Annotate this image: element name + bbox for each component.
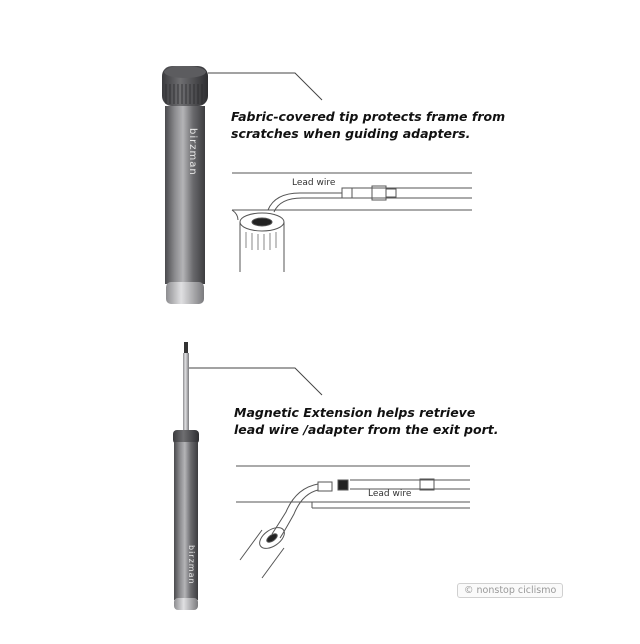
callout-line-bottom — [189, 368, 322, 395]
watermark: © nonstop ciclismo — [457, 583, 563, 598]
caption-bottom-line-2: lead wire /adapter from the exit port. — [234, 422, 499, 437]
top-tool — [162, 66, 208, 304]
caption-top-line-1: Fabric-covered tip protects frame from — [231, 109, 506, 124]
lead-wire-label-top: Lead wire — [292, 178, 336, 188]
frame-diagram-bottom — [236, 466, 470, 578]
brand-text-top: birzman — [187, 128, 198, 176]
caption-bottom — [234, 404, 498, 438]
bottom-tool — [173, 342, 199, 610]
caption-top — [231, 108, 505, 142]
frame-diagram-top — [232, 173, 472, 272]
lead-wire-label-bottom: Lead wire — [368, 489, 412, 499]
brand-text-bottom: birzman — [187, 545, 196, 585]
caption-bottom-line-1: Magnetic Extension helps retrieve — [234, 405, 476, 420]
caption-top-line-2: scratches when guiding adapters. — [231, 126, 471, 141]
callout-line-top — [208, 73, 322, 100]
